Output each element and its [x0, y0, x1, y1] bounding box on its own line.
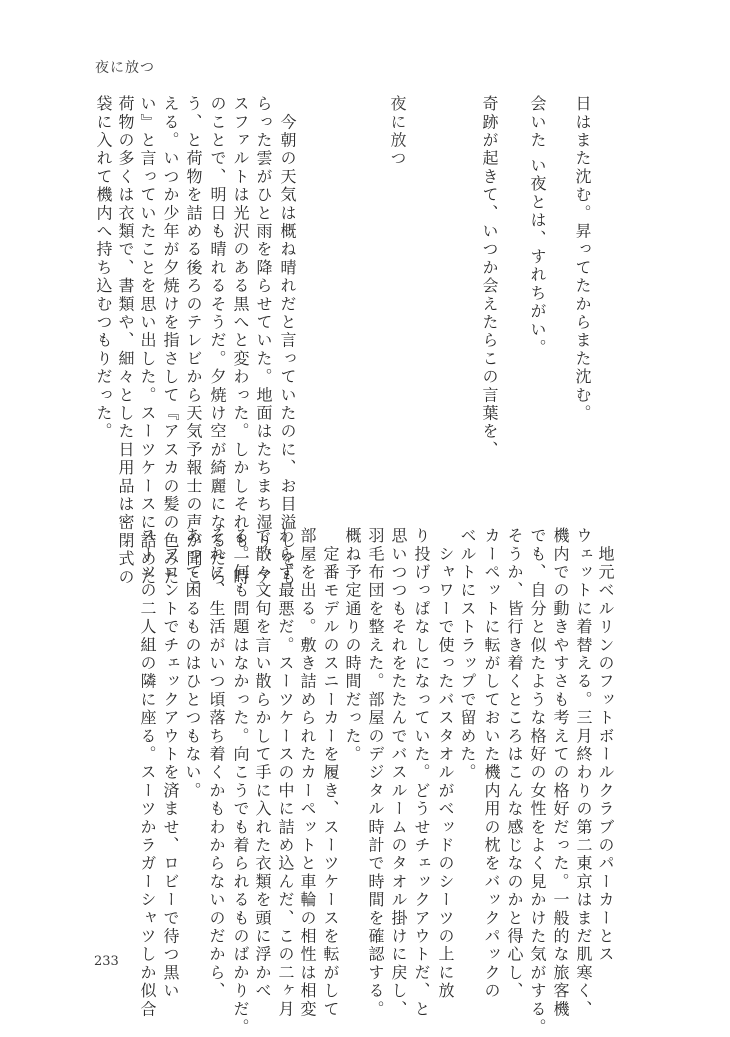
body-line: 機内での動きやすさも考えての格好だった。一般的な旅客機 [551, 527, 570, 1019]
epigraph-line: 日はまた沈む。昇ってたからまた沈む。 [573, 95, 592, 423]
body-line: ベルトにストラップで留めた。 [458, 527, 477, 782]
body-line: それに、生活がいつ頃落ち着くかもわからないのだから、 [207, 527, 226, 1001]
body-line: 概ね予定通りの時間だった。 [343, 527, 362, 764]
page-number: 233 [94, 954, 119, 969]
body-line: 定番モデルのスニーカーを履き、スーツケースを転がして [321, 527, 340, 1019]
running-head: 夜に放つ [95, 60, 155, 76]
body-line: 袋に入れて機内へ持ち込むつもりだった。 [94, 95, 113, 441]
body-line: い』と言っていたことを思い出した。スーツケースに詰めた [138, 95, 157, 587]
body-line: カーペットに転がしておいた機内用の枕をバックパックの [482, 527, 501, 1001]
body-line: のことで、明日も晴れるそうだ。夕焼け空が綺麗になるだろ [208, 95, 227, 587]
body-line: でも、自分と似たような格好の女性をよく見かけた気がする。 [528, 527, 547, 1037]
chapter-title: 夜に放つ [388, 95, 407, 168]
body-line: える。いつか少年が夕焼けを指さして『アスカの髪の色みた [161, 95, 180, 587]
body-line: 荷物の多くは衣類で、書類や、細々とした日用品は密閉式の [116, 95, 135, 587]
body-line: 今朝の天気は概ね晴れだと言っていたのに、お目溢しをも [278, 95, 297, 587]
body-line: シャワーで使ったバスタオルがベッドのシーツの上に放 [436, 527, 455, 1001]
body-line: スファルトは光沢のある黒へと変わった。しかしそれも一時 [231, 95, 250, 587]
body-line: る。何も問題はなかった。向こうでも着られるものばかりだ。 [231, 527, 250, 1037]
body-line: フロントでチェックアウトを済ませ、ロビーで待つ黒い [161, 527, 180, 1001]
body-line: 羽毛布団を整えた。部屋のデジタル時計で時間を確認する。 [366, 527, 385, 1019]
body-line: 部屋を出る。敷き詰められたカーペットと車輪の相性は相変 [298, 527, 317, 1019]
body-line: で散々文句を言い散らかして手に入れた衣類を頭に浮かべ [253, 527, 272, 1001]
epigraph-line: 奇跡が起きて、いつか会えたらこの言葉を、 [480, 95, 499, 459]
body-line: 思いつつもそれをたたんでバスルームのタオル掛けに戻し、 [389, 527, 408, 1019]
body-line: 地元ベルリンのフットボールクラブのパーカーとス [596, 527, 615, 964]
body-line: あって困るものはひとつもない。 [183, 527, 202, 800]
body-line: そうか、皆行き着くところはこんな感じなのかと得心し、 [505, 527, 524, 1001]
body-line: らった雲がひと雨を降らせていた。地面はたちまち湿り、ア [254, 95, 273, 587]
body-line: ウェットに着替える。三月終わりの第二東京はまだ肌寒く、 [574, 527, 593, 1019]
body-line: う、と荷物を詰める後ろのテレビから天気予報士の声が聞こ [184, 95, 203, 587]
body-line: スーツの二人組の隣に座る。スーツかラガーシャツしか似合 [138, 527, 157, 1019]
body-line: り投げっぱなしになっていた。どうせチェックアウトだ、と [412, 527, 431, 1019]
epigraph-line: 会いた い夜とは、すれちがい。 [528, 95, 547, 358]
body-line: わらず最悪だ。スーツケースの中に詰め込んだ、この二ヶ月 [276, 527, 295, 1019]
